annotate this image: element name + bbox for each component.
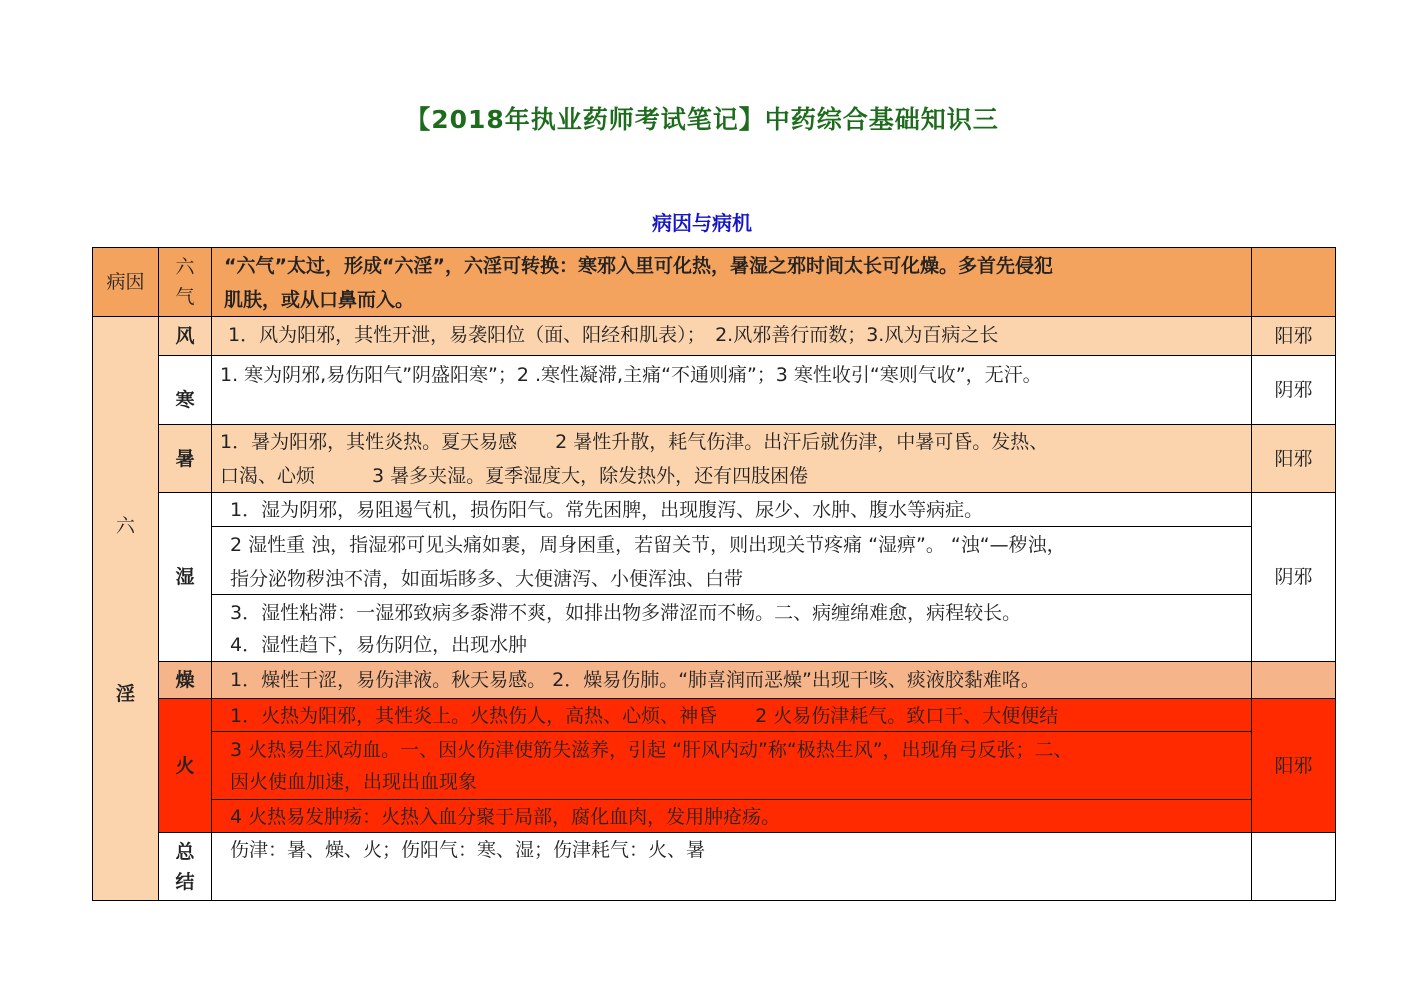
row-label-cold-text: 寒 bbox=[175, 389, 195, 411]
row-category-summary bbox=[1251, 832, 1336, 901]
text-line: 3 火热易生风动血。一、因火伤津使筋失滋养，引起 “肝风内动”称“极热生风”，出现角弓反张；二、 bbox=[230, 739, 1073, 761]
header-text-line: “六气”太过，形成“六淫”，六淫可转换：寒邪入里可化热，暑湿之邪时间太长可化燥。多首先侵犯 bbox=[224, 255, 1053, 277]
header-six-qi-top: 六 bbox=[175, 256, 195, 278]
text-line: 1．燥性干涩，易伤津液。秋天易感。 2．燥易伤肺。“肺喜润而恶燥”出现干咳、痰液胶黏难咯。 bbox=[230, 669, 1040, 691]
divider bbox=[212, 594, 1251, 595]
row-label-wind: 风 bbox=[158, 316, 212, 356]
header-text-line: 肌肤，或从口鼻而入。 bbox=[224, 289, 415, 311]
row-label-cold bbox=[158, 355, 212, 425]
row-text-wind bbox=[211, 316, 1252, 356]
summary-label-bottom: 结 bbox=[175, 870, 195, 893]
group-label-bottom: 淫 bbox=[115, 683, 135, 705]
page-title: 【2018年执业药师考试笔记】中药综合基础知识三 bbox=[405, 105, 999, 134]
divider bbox=[212, 731, 1251, 732]
header-six-qi-bottom: 气 bbox=[175, 286, 195, 308]
text-line: 4 火热易发肿疡：火热入血分聚于局部，腐化血肉，发用肿疮疡。 bbox=[230, 806, 781, 828]
summary-label-top: 总 bbox=[175, 840, 195, 863]
row-label-dryness: 燥 bbox=[158, 661, 212, 699]
row-label-summer-heat: 暑 bbox=[158, 424, 212, 493]
row-category-summer-heat: 阳邪 bbox=[1251, 424, 1336, 493]
row-text-summary bbox=[211, 832, 1252, 901]
divider bbox=[212, 526, 1251, 527]
group-label-top: 六 bbox=[115, 515, 135, 537]
header-cause-cell bbox=[92, 247, 159, 317]
row-text-summer-heat bbox=[211, 424, 1252, 493]
six-excesses-group-cell bbox=[92, 316, 159, 901]
row-text-dryness bbox=[211, 661, 1252, 699]
text-line: 指分泌物秽浊不清，如面垢眵多、大便溏泻、小便浑浊、白带 bbox=[230, 568, 744, 590]
text-line: 伤津：暑、燥、火；伤阳气：寒、湿；伤津耗气：火、暑 bbox=[230, 839, 706, 861]
text-line: 3．湿性粘滞：一湿邪致病多黍滞不爽，如排出物多滞涩而不畅。二、病缠绵难愈，病程较长。 bbox=[230, 602, 1022, 624]
header-category-cell bbox=[1251, 247, 1336, 317]
text-line: 1．风为阳邪，其性开泄，易袭阳位（面、阳经和肌表）； 2.风邪善行而数；3.风为百病之长 bbox=[228, 324, 999, 346]
text-line: 2 湿性重 浊，指湿邪可见头痛如裹，周身困重，若留关节，则出现关节疼痛 “湿痹”。 “浊“—秽浊， bbox=[230, 534, 1066, 556]
row-text-cold bbox=[211, 355, 1252, 425]
text-line: 1．暑为阳邪，其性炎热。夏天易感 2 暑性升散，耗气伤津。出汗后就伤津，中暑可昏。发热、 bbox=[220, 431, 1049, 453]
text-line: 1．湿为阴邪，易阻遏气机，损伤阳气。常先困脾，出现腹泻、尿少、水肿、腹水等病症。 bbox=[230, 499, 984, 521]
row-category-fire: 阳邪 bbox=[1251, 698, 1336, 833]
text-line: 1．火热为阳邪，其性炎上。火热伤人，高热、心烦、神昏 2 火易伤津耗气。致口干、大便便结 bbox=[230, 705, 1059, 727]
row-category-dryness bbox=[1251, 661, 1336, 699]
section-subtitle: 病因与病机 bbox=[652, 211, 752, 235]
text-line: 1. 寒为阴邪,易伤阳气”阴盛阳寒”；2 .寒性凝滞,主痛“不通则痛”；3 寒性收引“寒则气收”，无汗。 bbox=[220, 364, 1042, 386]
row-category-damp: 阴邪 bbox=[1251, 492, 1336, 662]
header-six-qi-cell bbox=[158, 247, 212, 317]
row-category-cold: 阴邪 bbox=[1251, 355, 1336, 425]
row-label-summary bbox=[158, 832, 212, 901]
header-cause-label: 病因 bbox=[106, 271, 145, 293]
row-label-damp: 湿 bbox=[158, 492, 212, 662]
row-text-damp bbox=[211, 492, 1252, 662]
text-line: 4．湿性趋下，易伤阴位，出现水肿 bbox=[230, 634, 528, 656]
text-line: 口渴、心烦 3 暑多夹湿。夏季湿度大，除发热外，还有四肢困倦 bbox=[220, 465, 809, 487]
row-category-wind: 阳邪 bbox=[1251, 316, 1336, 356]
row-text-fire bbox=[211, 698, 1252, 833]
row-label-fire: 火 bbox=[158, 698, 212, 833]
header-description-cell bbox=[211, 247, 1252, 317]
text-line: 因火使血加速，出现出血现象 bbox=[230, 771, 478, 793]
